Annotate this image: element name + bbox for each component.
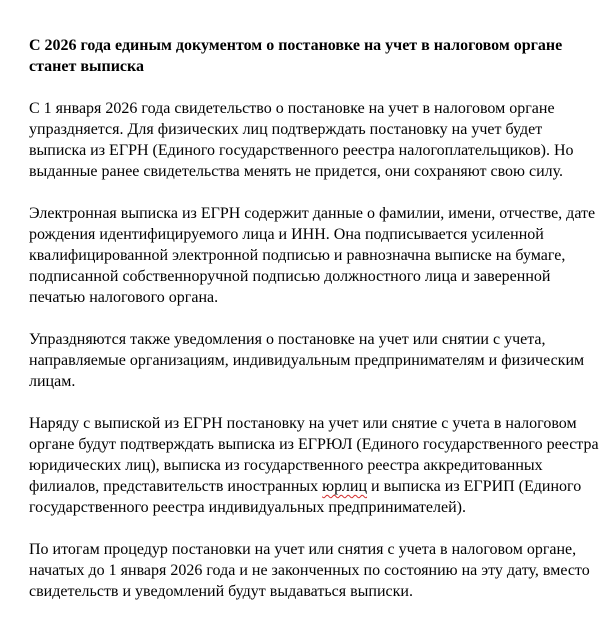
paragraph-4-text-start: Наряду с выпиской из ЕГРН постановку на учет или снятие с учета в налоговом органе будут подтверждать выписка из ЕГРЮЛ (Единого государственного реестра юридических лиц), выписка из государственного реестра аккредитованных филиалов, представительств иностранных xyxy=(29,415,599,495)
spellcheck-flagged-word[interactable]: юрлиц xyxy=(322,478,368,495)
paragraph-4-text-end: и выписка из ЕГРИП (Единого государственного реестра индивидуальных предпринимателей). xyxy=(29,478,582,516)
document-body xyxy=(29,35,601,623)
paragraph-3: Упраздняются также уведомления о постановке на учет или снятии с учета, направляемые организациям, индивидуальным предпринимателям и физическим лицам. xyxy=(29,331,585,390)
document-title: С 2026 года единым документом о постановке на учет в налоговом органе станет выписка xyxy=(29,37,563,75)
paragraph-1: С 1 января 2026 года свидетельство о постановке на учет в налоговом органе упраздняется. Для физических лиц подтверждать постановку на учет будет выписка из ЕГРН (Единого государственного реестра налогоплательщиков). Но выданные ранее свидетельства менять не придется, они сохраняют свою силу. xyxy=(29,100,574,180)
paragraph-5: По итогам процедур постановки на учет или снятия с учета в налоговом органе, начатых до 1 января 2026 года и не законченных по состоянию на эту дату, вместо свидетельств и уведомлений будут выдаваться выписки. xyxy=(29,541,590,600)
paragraph-4 xyxy=(29,413,601,518)
paragraph-2: Электронная выписка из ЕГРН содержит данные о фамилии, имени, отчестве, дате рождения идентифицируемого лица и ИНН. Она подписывается усиленной квалифицированной электронной подписью и равнозначна выписке на бумаге, подписанной собственноручной подписью должностного лица и заверенной печатью налогового органа. xyxy=(29,205,596,306)
